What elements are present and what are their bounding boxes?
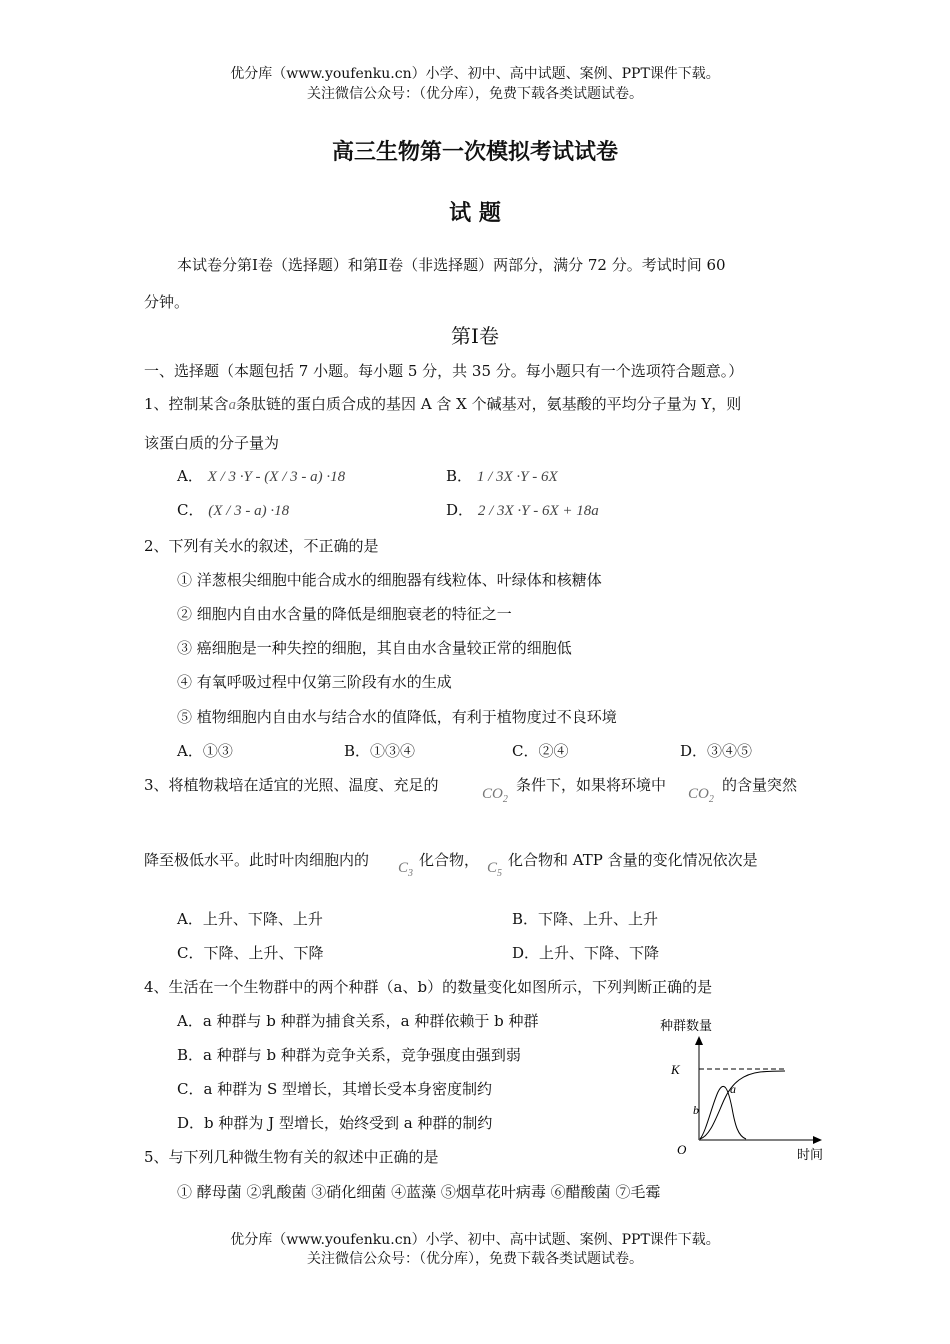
q2-item-1: ① 洋葱根尖细胞中能合成水的细胞器有线粒体、叶绿体和核糖体 [177, 571, 602, 589]
q1-stem-line-1 [144, 393, 741, 414]
figure-x-label: 时间 [797, 1147, 824, 1162]
q3-c5-sub: 5 [497, 868, 503, 879]
q1-stem-part-b: 条肽链的蛋白质合成的基因 A 含 X 个碱基对，氨基酸的平均分子量为 Y，则 [236, 395, 742, 413]
q3-co2-main-1: CO [482, 786, 503, 802]
q3-c5-main: C [487, 860, 498, 876]
q1-stem-part-a: 1、控制某含 [144, 395, 229, 413]
q3-stem-part-6: 化合物和 ATP 含量的变化情况依次是 [508, 851, 758, 869]
footer-line-1: 优分库（www.youfenku.cn）小学、初中、高中试题、案例、PPT课件下载。 [230, 1232, 720, 1248]
q1-option-b-label: B． [446, 467, 473, 485]
q3-option-d[interactable]: D．上升、下降、下降 [512, 944, 660, 962]
q1-option-a-label: A． [177, 467, 203, 485]
q1-option-c-label: C． [177, 501, 204, 519]
figure-x-arrow [813, 1136, 822, 1144]
q1-option-a-formula: X / 3 ·Y - (X / 3 - a) ·18 [207, 469, 346, 485]
q2-option-b[interactable]: B．①③④ [344, 742, 416, 760]
q3-c3-sub: 3 [408, 868, 414, 879]
q1-option-a[interactable] [177, 465, 345, 486]
q1-stem-line-2: 该蛋白质的分子量为 [144, 434, 280, 452]
q4-option-d[interactable]: D．b 种群为 J 型增长，始终受到 a 种群的制约 [177, 1114, 493, 1132]
q2-item-2: ② 细胞内自由水含量的降低是细胞衰老的特征之一 [177, 605, 512, 623]
header-line-2: 关注微信公众号：（优分库），免费下载各类试题试卷。 [307, 86, 643, 102]
q3-stem-part-2: 条件下，如果将环境中 [516, 776, 667, 794]
q3-c3-main: C [398, 860, 409, 876]
intro-line-2: 分钟。 [144, 293, 190, 311]
q2-item-3: ③ 癌细胞是一种失控的细胞，其自由水含量较正常的细胞低 [177, 639, 572, 657]
figure-origin-label: O [677, 1142, 687, 1157]
page-title: 高三生物第一次模拟考试试卷 [331, 139, 618, 165]
q3-option-b[interactable]: B．下降、上升、上升 [512, 910, 659, 928]
q2-option-a[interactable]: A．①③ [177, 742, 233, 760]
q2-option-c[interactable]: C．②④ [512, 742, 569, 760]
q5-items: ① 酵母菌 ②乳酸菌 ③硝化细菌 ④蓝藻 ⑤烟草花叶病毒 ⑥醋酸菌 ⑦毛霉 [177, 1183, 661, 1201]
q5-stem: 5、与下列几种微生物有关的叙述中正确的是 [144, 1148, 439, 1166]
q3-stem-part-5: 化合物， [419, 851, 480, 869]
q1-var-a: a [228, 397, 237, 413]
q1-option-b[interactable] [446, 465, 558, 486]
q2-item-5: ⑤ 植物细胞内自由水与结合水的值降低，有利于植物度过不良环境 [177, 708, 617, 726]
q4-option-a[interactable]: A．a 种群与 b 种群为捕食关系，a 种群依赖于 b 种群 [177, 1012, 539, 1030]
population-growth-figure [640, 1010, 840, 1170]
q3-c3-formula [398, 860, 413, 879]
q2-item-4: ④ 有氧呼吸过程中仅第三阶段有水的生成 [177, 673, 452, 691]
section-title: 第Ⅰ卷 [451, 324, 499, 348]
q1-option-d[interactable] [446, 499, 599, 520]
q3-option-a[interactable]: A．上升、下降、上升 [177, 910, 323, 928]
q3-co2-sub-2: 2 [708, 794, 714, 805]
q4-option-b[interactable]: B．a 种群与 b 种群为竞争关系，竞争强度由强到弱 [177, 1046, 521, 1064]
q3-stem-part-1: 3、将植物栽培在适宜的光照、温度、充足的 [144, 776, 439, 794]
q2-stem: 2、下列有关水的叙述，不正确的是 [144, 537, 379, 555]
figure-curve-b [700, 1086, 746, 1139]
q3-co2-sub-1: 2 [502, 794, 508, 805]
q3-stem-part-3: 的含量突然 [722, 776, 798, 794]
footer-line-2: 关注微信公众号：（优分库），免费下载各类试题试卷。 [307, 1251, 643, 1267]
q3-co2-formula-2 [688, 786, 714, 805]
q1-option-d-label: D． [446, 501, 474, 519]
q1-option-c[interactable] [177, 499, 289, 520]
q3-stem-part-4: 降至极低水平。此时叶肉细胞内的 [144, 851, 370, 869]
page-subtitle: 试 题 [449, 200, 501, 226]
q3-option-c[interactable]: C．下降、上升、下降 [177, 944, 324, 962]
q3-co2-main-2: CO [688, 786, 709, 802]
q4-option-c[interactable]: C．a 种群为 S 型增长，其增长受本身密度制约 [177, 1080, 493, 1098]
figure-y-arrow [695, 1036, 703, 1045]
intro-line-1: 本试卷分第Ⅰ卷（选择题）和第Ⅱ卷（非选择题）两部分，满分 72 分。考试时间 60 [177, 256, 726, 274]
q3-co2-formula-1 [482, 786, 508, 805]
figure-k-label: K [671, 1062, 680, 1077]
figure-curve-b-label: b [693, 1103, 699, 1117]
q1-option-b-formula: 1 / 3X ·Y - 6X [476, 469, 558, 485]
header-line-1: 优分库（www.youfenku.cn）小学、初中、高中试题、案例、PPT课件下载。 [230, 66, 720, 82]
q3-c5-formula [487, 860, 502, 879]
q4-stem: 4、生活在一个生物群中的两个种群（a、b）的数量变化如图所示，下列判断正确的是 [144, 978, 713, 996]
figure-curve-a-label: a [730, 1082, 736, 1096]
q1-option-d-formula: 2 / 3X ·Y - 6X + 18a [477, 503, 599, 519]
q2-option-d[interactable]: D．③④⑤ [680, 742, 753, 760]
q1-option-c-formula: (X / 3 - a) ·18 [208, 503, 290, 519]
section-instructions: 一、选择题（本题包括 7 小题。每小题 5 分，共 35 分。每小题只有一个选项符合题意。） [144, 362, 744, 380]
figure-y-label: 种群数量 [660, 1018, 713, 1033]
